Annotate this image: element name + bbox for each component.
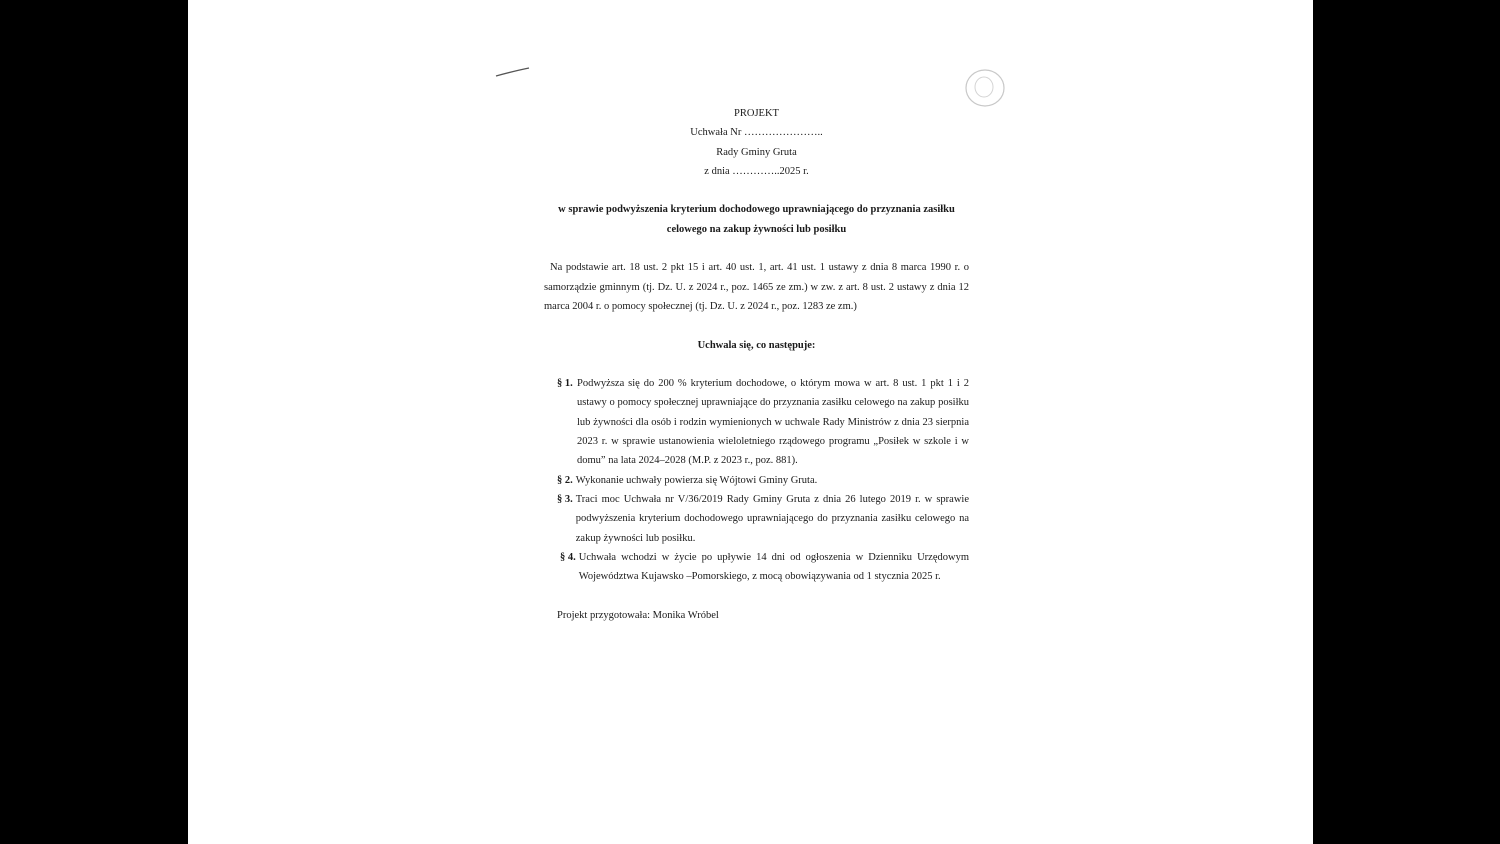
council-name: Rady Gminy Gruta (716, 146, 797, 158)
paragraph-text: Uchwała wchodzi w życie po upływie 14 dni od ogłoszenia w Dzienniku Urzędowym Województwa Kujawsko –Pomorskiego, z mocą obowiązywania od 1 stycznia 2025 r. (578, 551, 969, 583)
paragraph-3 (544, 490, 969, 548)
paragraph-number: § 4. (560, 551, 576, 563)
paragraph-number: § 3. (557, 493, 573, 505)
document-title-line1: w sprawie podwyższenia kryterium dochodowego uprawniającego do przyznania zasiłku (558, 204, 955, 216)
prepared-by: Projekt przygotowała: Monika Wróbel (557, 609, 719, 621)
document-title-line2: celowego na zakup żywności lub posiłku (666, 223, 847, 235)
resolution-document (544, 104, 969, 625)
paragraph-text: Wykonanie uchwały powierza się Wójtowi Gminy Gruta. (575, 474, 818, 486)
stamp-mark (963, 67, 1007, 109)
legal-basis-text: Na podstawie art. 18 ust. 2 pkt 15 i art. 40 ust. 1, art. 41 ust. 1 ustawy z dnia 8 marca 1990 r. o samorządzie gminnym (tj. Dz. U. z 2024 r., poz. 1465 ze zm.) w zw. z art. 8 ust. 2 ustawy z dnia 12 marca 2004 r. o pomocy społecznej (tj. Dz. U. z 2024 r., poz. 1283 ze zm.) (544, 262, 969, 312)
pen-mark (495, 66, 535, 80)
resolves-heading: Uchwala się, co następuje: (697, 339, 816, 351)
resolution-number: Uchwała Nr ………………….. (690, 127, 823, 139)
paragraph-2 (544, 471, 969, 490)
paragraph-1 (544, 374, 969, 470)
paragraph-number: § 1. (557, 378, 573, 390)
paragraph-number: § 2. (557, 474, 573, 486)
resolution-date: z dnia …………..2025 r. (704, 165, 809, 177)
paragraph-text: Traci moc Uchwała nr V/36/2019 Rady Gminy Gruta z dnia 26 lutego 2019 r. w sprawie podwyższenia kryterium dochodowego uprawniającego do przyznania zasiłku celowego na zakup żywności lub posiłku. (575, 493, 969, 544)
document-page (188, 0, 1313, 844)
paragraph-4 (544, 548, 969, 587)
paragraph-text: Podwyższa się do 200 % kryterium dochodowe, o którym mowa w art. 8 ust. 1 pkt 1 i 2 ustawy o pomocy społecznej uprawniające do przyznania zasiłku celowego na zakup posiłku lub żywności dla osób i rodzin wymienionych w uchwale Rady Ministrów z dnia 23 sierpnia 2023 r. w sprawie ustanowienia wieloletniego rządowego programu „Posiłek w szkole i w domu” na lata 2024–2028 (M.P. z 2023 r., poz. 881). (577, 378, 969, 467)
project-label: PROJEKT (734, 108, 779, 119)
